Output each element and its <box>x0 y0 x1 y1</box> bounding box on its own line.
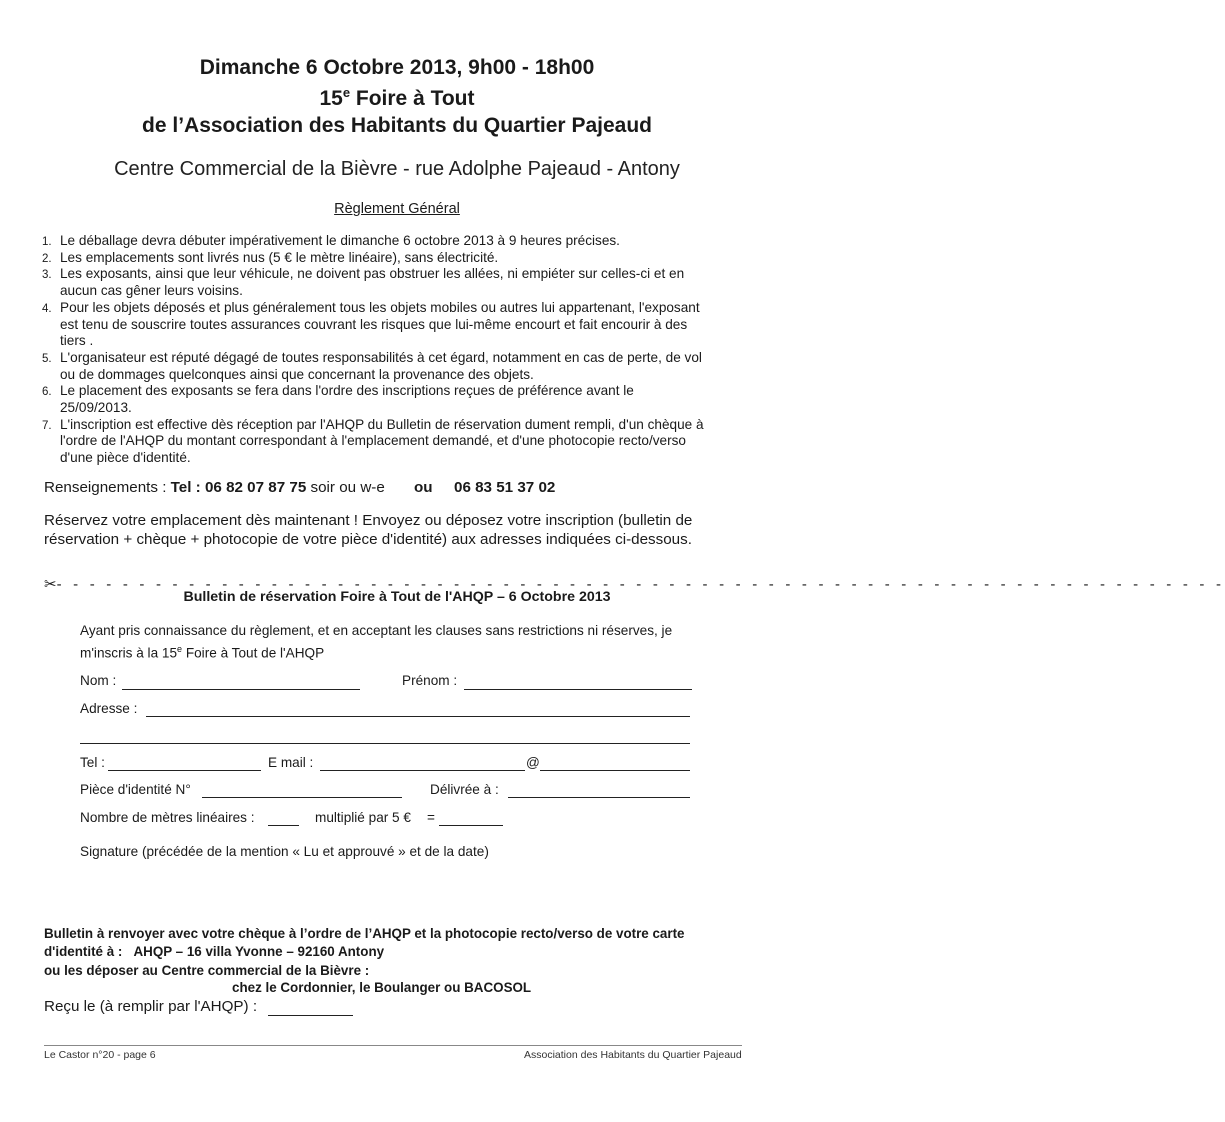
reserve-paragraph <box>44 512 692 549</box>
rule-text-line: Pour les objets déposés et plus généralement tous les objets mobiles ou autres lui appartenant, l'exposant <box>60 299 700 315</box>
rule-number: 7. <box>42 419 52 432</box>
tel-field[interactable] <box>108 770 261 771</box>
rule-text-line: aucun cas gêner leurs voisins. <box>60 283 243 299</box>
prenom-label: Prénom : <box>402 673 458 688</box>
rule-number: 6. <box>42 386 52 399</box>
edition-number: 15 <box>319 87 343 110</box>
prenom-field[interactable] <box>464 689 692 690</box>
multiplie-label: multiplié par 5 € <box>315 810 411 825</box>
rule-item <box>42 250 762 267</box>
rule-item <box>42 350 762 383</box>
email-user-field[interactable] <box>320 770 525 771</box>
send-address: AHQP – 16 villa Yvonne – 92160 Antony <box>133 943 385 959</box>
cut-dashes: - - - - - - - - - - - - - - - - - - - - - - - - - - - - - - - - - - - - - - - - - - - - - - - - - - - - - - - - - - - - - - - - - - - - - - - <box>56 576 1225 593</box>
delivree-field[interactable] <box>508 797 690 798</box>
rule-text-line: l'ordre de l'AHQP du montant correspondant à l'emplacement demandé, et d'une photocopie recto/verso <box>60 433 686 449</box>
email-at-sign: @ <box>526 755 540 770</box>
rule-item <box>42 417 762 467</box>
form-title: Bulletin de réservation Foire à Tout de l'AHQP – 6 Octobre 2013 <box>183 589 611 605</box>
rule-text-line: Les emplacements sont livrés nus (5 € le mètre linéaire), sans électricité. <box>60 249 499 265</box>
total-field[interactable] <box>439 825 503 826</box>
send-line-2 <box>44 943 685 961</box>
send-instructions <box>44 925 685 960</box>
email-label: E mail : <box>268 755 314 770</box>
rule-item <box>42 300 762 350</box>
scissors-icon: ✂ <box>44 575 57 593</box>
rules-title: Règlement Général <box>334 201 460 217</box>
rule-number: 2. <box>42 252 52 265</box>
nom-field[interactable] <box>122 689 360 690</box>
email-domain-field[interactable] <box>540 770 690 771</box>
tel-label: Tel : <box>80 755 105 770</box>
rule-text-line: Les exposants, ainsi que leur véhicule, ne doivent pas obstruer les allées, ni empiéter sur celles-ci et en <box>60 266 685 282</box>
reserve-line-2: réservation + chèque + photocopie de votre pièce d'identité) aux adresses indiquées ci-dessous. <box>44 530 692 548</box>
event-date-heading: Dimanche 6 Octobre 2013, 9h00 - 18h00 <box>199 56 595 79</box>
rule-text-line: L'organisateur est réputé dégagé de toutes responsabilités à cet égard, notamment en cas de perte, de vol <box>60 349 702 365</box>
rule-text-line: Le déballage devra débuter impérativement le dimanche 6 octobre 2013 à 9 heures précises. <box>60 233 620 248</box>
recu-label: Reçu le (à remplir par l'AHQP) : <box>44 998 258 1015</box>
rule-number: 4. <box>42 302 52 315</box>
association-heading: de l’Association des Habitants du Quartier Pajeaud <box>142 114 652 137</box>
rule-text-line: est tenu de souscrire toutes assurances couvrant les risques que lui-même encourt et fait encourir à des <box>60 316 688 332</box>
adresse-field[interactable] <box>146 716 690 717</box>
nom-label: Nom : <box>80 673 117 688</box>
phone-number-1: Tel : 06 82 07 87 75 <box>170 479 307 496</box>
reserve-line-1: Réservez votre emplacement dès maintenant ! Envoyez ou déposez votre inscription (bulletin de <box>44 512 693 529</box>
rule-text-line: d'une pièce d'identité. <box>60 450 191 466</box>
form-intro-line-2 <box>80 640 672 663</box>
phone-availability: soir ou w-e <box>306 479 385 496</box>
metres-label: Nombre de mètres linéaires : <box>80 810 255 825</box>
form-intro <box>80 622 672 663</box>
rule-text-line: ou de dommages quelconques ainsi que concernant la provenance des objets. <box>60 366 534 382</box>
rule-item <box>42 383 762 416</box>
piece-label: Pièce d'identité N° <box>80 782 191 797</box>
footer-divider <box>44 1045 742 1046</box>
edition-superscript: e <box>342 85 351 100</box>
adresse-label: Adresse : <box>80 701 138 716</box>
footer-left: Le Castor n°20 - page 6 <box>44 1049 156 1061</box>
rule-text-line: L'inscription est effective dès réception par l'AHQP du Bulletin de réservation dument rempli, d'un chèque à <box>60 416 704 432</box>
rule-item <box>42 233 762 250</box>
location-heading: Centre Commercial de la Bièvre - rue Adolphe Pajeaud - Antony <box>114 158 680 180</box>
rule-text-line: tiers . <box>60 333 94 349</box>
signature-label: Signature (précédée de la mention « Lu et approuvé » et de la date) <box>80 844 489 859</box>
form-intro-sup: e <box>177 644 183 654</box>
phone-number-2: 06 83 51 37 02 <box>454 479 556 496</box>
rule-number: 3. <box>42 269 52 282</box>
send-label: d'identité à : <box>44 943 123 959</box>
fair-edition-heading <box>0 85 794 111</box>
form-intro-post: Foire à Tout de l'AHQP <box>182 645 325 661</box>
form-intro-pre: m'inscris à la 15 <box>80 645 178 661</box>
delivree-label: Délivrée à : <box>430 782 499 797</box>
fair-name: Foire à Tout <box>350 87 475 110</box>
signature-area[interactable] <box>80 866 690 916</box>
footer-right: Association des Habitants du Quartier Pajeaud <box>524 1049 742 1061</box>
info-line <box>44 479 385 496</box>
metres-field[interactable] <box>268 825 299 826</box>
rule-text-line: Le placement des exposants se fera dans l'ordre des inscriptions reçues de préférence avant le <box>60 383 634 399</box>
adresse-field-line-2[interactable] <box>80 743 690 744</box>
rule-item <box>42 266 762 299</box>
send-line-1: Bulletin à renvoyer avec votre chèque à l’ordre de l’AHQP et la photocopie recto/verso de votre carte <box>44 926 685 941</box>
deposit-line: ou les déposer au Centre commercial de la Bièvre : <box>44 963 370 978</box>
rule-number: 5. <box>42 352 52 365</box>
rule-number: 1. <box>42 236 52 248</box>
recu-field[interactable] <box>268 1015 353 1016</box>
info-label: Renseignements : <box>44 479 171 496</box>
rules-list <box>42 233 762 467</box>
piece-field[interactable] <box>202 797 402 798</box>
equals-sign: = <box>427 810 435 825</box>
deposit-shops: chez le Cordonnier, le Boulanger ou BACOSOL <box>232 980 532 995</box>
form-intro-line-1: Ayant pris connaissance du règlement, et en acceptant les clauses sans restrictions ni réserves, je <box>80 623 673 638</box>
phone-or: ou <box>414 479 433 496</box>
rule-text-line: 25/09/2013. <box>60 400 132 416</box>
